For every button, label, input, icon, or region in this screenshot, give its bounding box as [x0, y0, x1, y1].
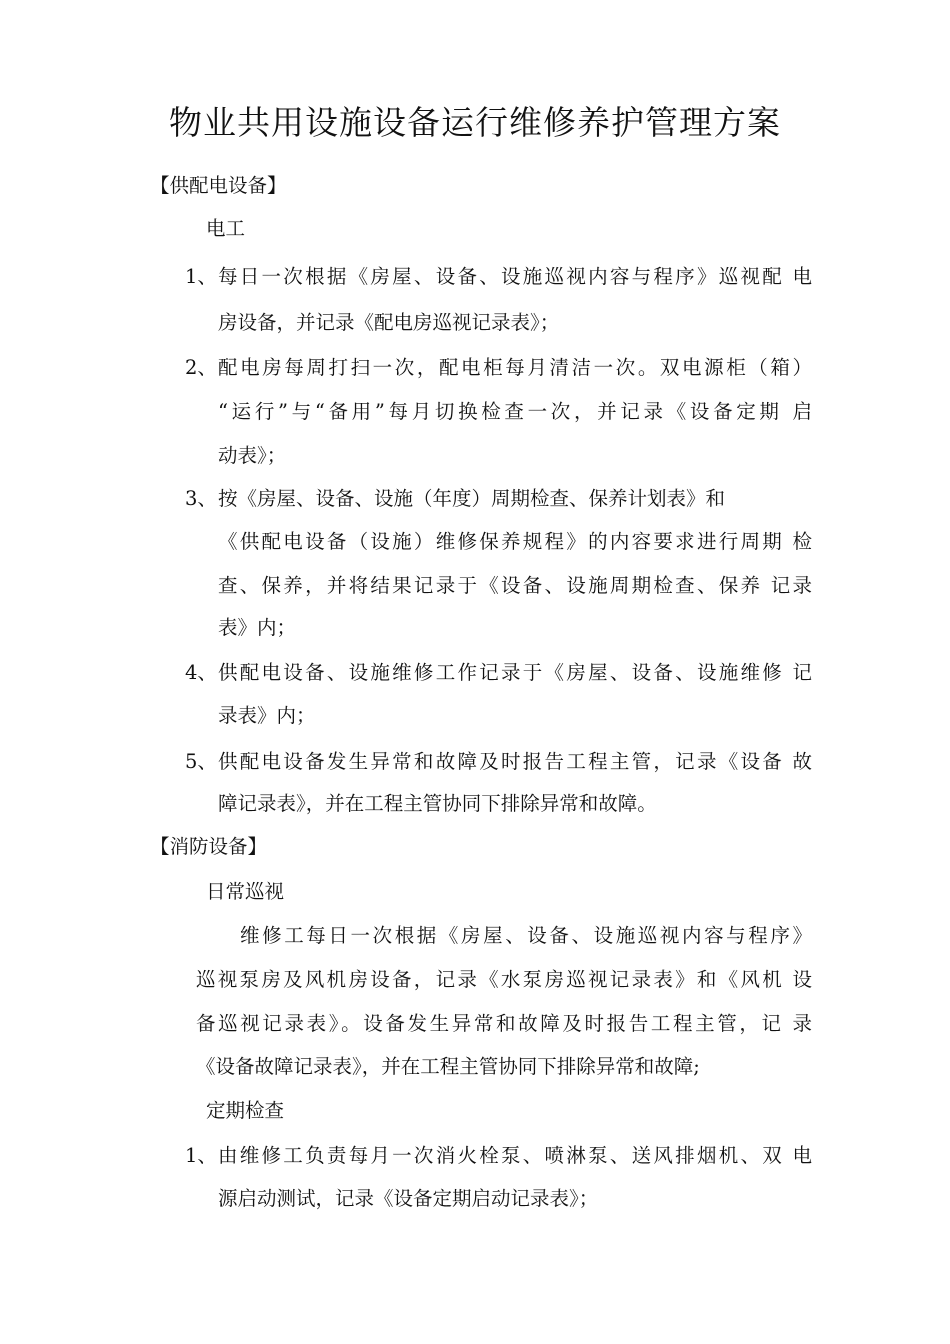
list-item-line: 配电房每周打扫一次，配电柜每月清洁一次。双电源柜（箱） [218, 356, 812, 379]
paragraph-line: 《设备故障记录表》，并在工程主管协同下排除异常和故障; [196, 1055, 700, 1078]
list-item-line: 《供配电设备（设施）维修保养规程》的内容要求进行周期 检 [218, 530, 812, 553]
list-item-number: 1、 [185, 1144, 217, 1167]
list-item-number: 2、 [185, 356, 217, 379]
document-title: 物业共用设施设备运行维修养护管理方案 [169, 103, 781, 142]
list-item-line: 表》内； [218, 616, 297, 639]
list-item-line: 障记录表》，并在工程主管协同下排除异常和故障。 [218, 792, 657, 815]
list-item-line: “运行”与“备用”每月切换检查一次，并记录《设备定期 启 [218, 400, 812, 423]
list-item-line: 由维修工负责每月一次消火栓泵、喷淋泵、送风排烟机、双 电 [218, 1144, 812, 1167]
list-item-line: 源启动测试，记录《设备定期启动记录表》； [218, 1187, 599, 1210]
subheading-daily-inspection: 日常巡视 [206, 880, 285, 903]
list-item-number: 1、 [185, 265, 217, 288]
list-item-number: 3、 [185, 487, 217, 510]
list-item-line: 动表》； [218, 444, 287, 467]
list-item-line: 供配电设备发生异常和故障及时报告工程主管，记录《设备 故 [218, 750, 812, 773]
paragraph-line: 巡视泵房及风机房设备，记录《水泵房巡视记录表》和《风机 设 [196, 968, 812, 991]
list-item-line: 每日一次根据《房屋、设备、设施巡视内容与程序》巡视配 电 [218, 265, 812, 288]
section-heading-fire: 【消防设备】 [150, 835, 268, 858]
list-item-line: 供配电设备、设施维修工作记录于《房屋、设备、设施维修 记 [218, 661, 812, 684]
section-heading-power: 【供配电设备】 [150, 174, 287, 197]
list-item-line: 查、保养，并将结果记录于《设备、设施周期检查、保养 记录 [218, 574, 812, 597]
subheading-periodic-check: 定期检查 [206, 1099, 285, 1122]
list-item-line: 按《房屋、设备、设施（年度）周期检查、保养计划表》和 [218, 487, 726, 510]
list-item-number: 5、 [185, 750, 217, 773]
paragraph-line: 备巡视记录表》。设备发生异常和故障及时报告工程主管，记 录 [196, 1012, 812, 1035]
subheading-electrician: 电工 [206, 217, 246, 240]
list-item-line: 录表》内； [218, 704, 316, 727]
paragraph-line: 维修工每日一次根据《房屋、设备、设施巡视内容与程序》 [240, 924, 812, 947]
list-item-line: 房设备，并记录《配电房巡视记录表》； [218, 311, 560, 334]
list-item-number: 4、 [185, 661, 217, 684]
